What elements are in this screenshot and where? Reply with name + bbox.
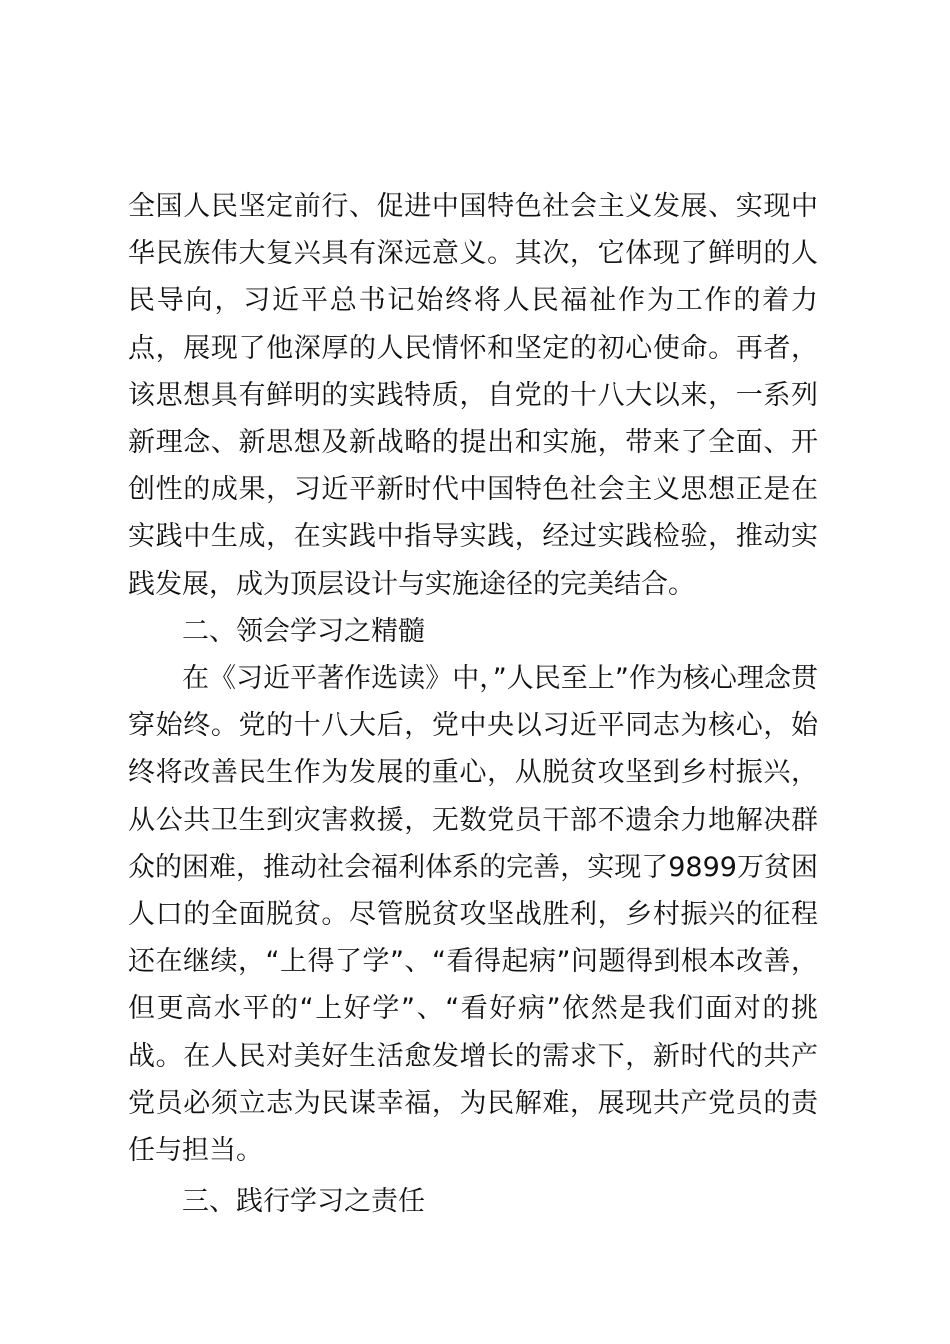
section-heading-2: 二、领会学习之精髓: [182, 615, 425, 647]
document-body: [128, 183, 818, 1225]
paragraph-continuation: 全国人民坚定前行、促进中国特色社会主义发展、实现中华民族伟大复兴具有深远意义。其次，它体现了鲜明的人民导向，习近平总书记始终将人民福祉作为工作的着力点，展现了他深厚的人民情怀和坚定的初心使命。再者，该思想具有鲜明的实践特质，自党的十八大以来，一系列新理念、新思想及新战略的提出和实施，带来了全面、开创性的成果，习近平新时代中国特色社会主义思想正是在实践中生成，在实践中指导实践，经过实践检验，推动实践发展，成为顶层设计与实施途径的完美结合。: [128, 191, 818, 600]
section-heading-3: 三、践行学习之责任: [182, 1186, 425, 1218]
paragraph-people-first: 在《习近平著作选读》中，”人民至上”作为核心理念贯穿始终。党的十八大后，党中央以习近平同志为核心，始终将改善民生作为发展的重心，从脱贫攻坚到乡村振兴，从公共卫生到灾害救援，无数党员干部不遗余力地解决群众的困难，推动社会福利体系的完善，实现了9899万贫困人口的全面脱贫。尽管脱贫攻坚战胜利，乡村振兴的征程还在继续，“上得了学”、“看得起病”问题得到根本改善，但更高水平的“上好学”、“看好病”依然是我们面对的挑战。在人民对美好生活愈发增长的需求下，新时代的共产党员必须立志为民谋幸福，为民解难，展现共产党员的责任与担当。: [128, 663, 818, 1167]
